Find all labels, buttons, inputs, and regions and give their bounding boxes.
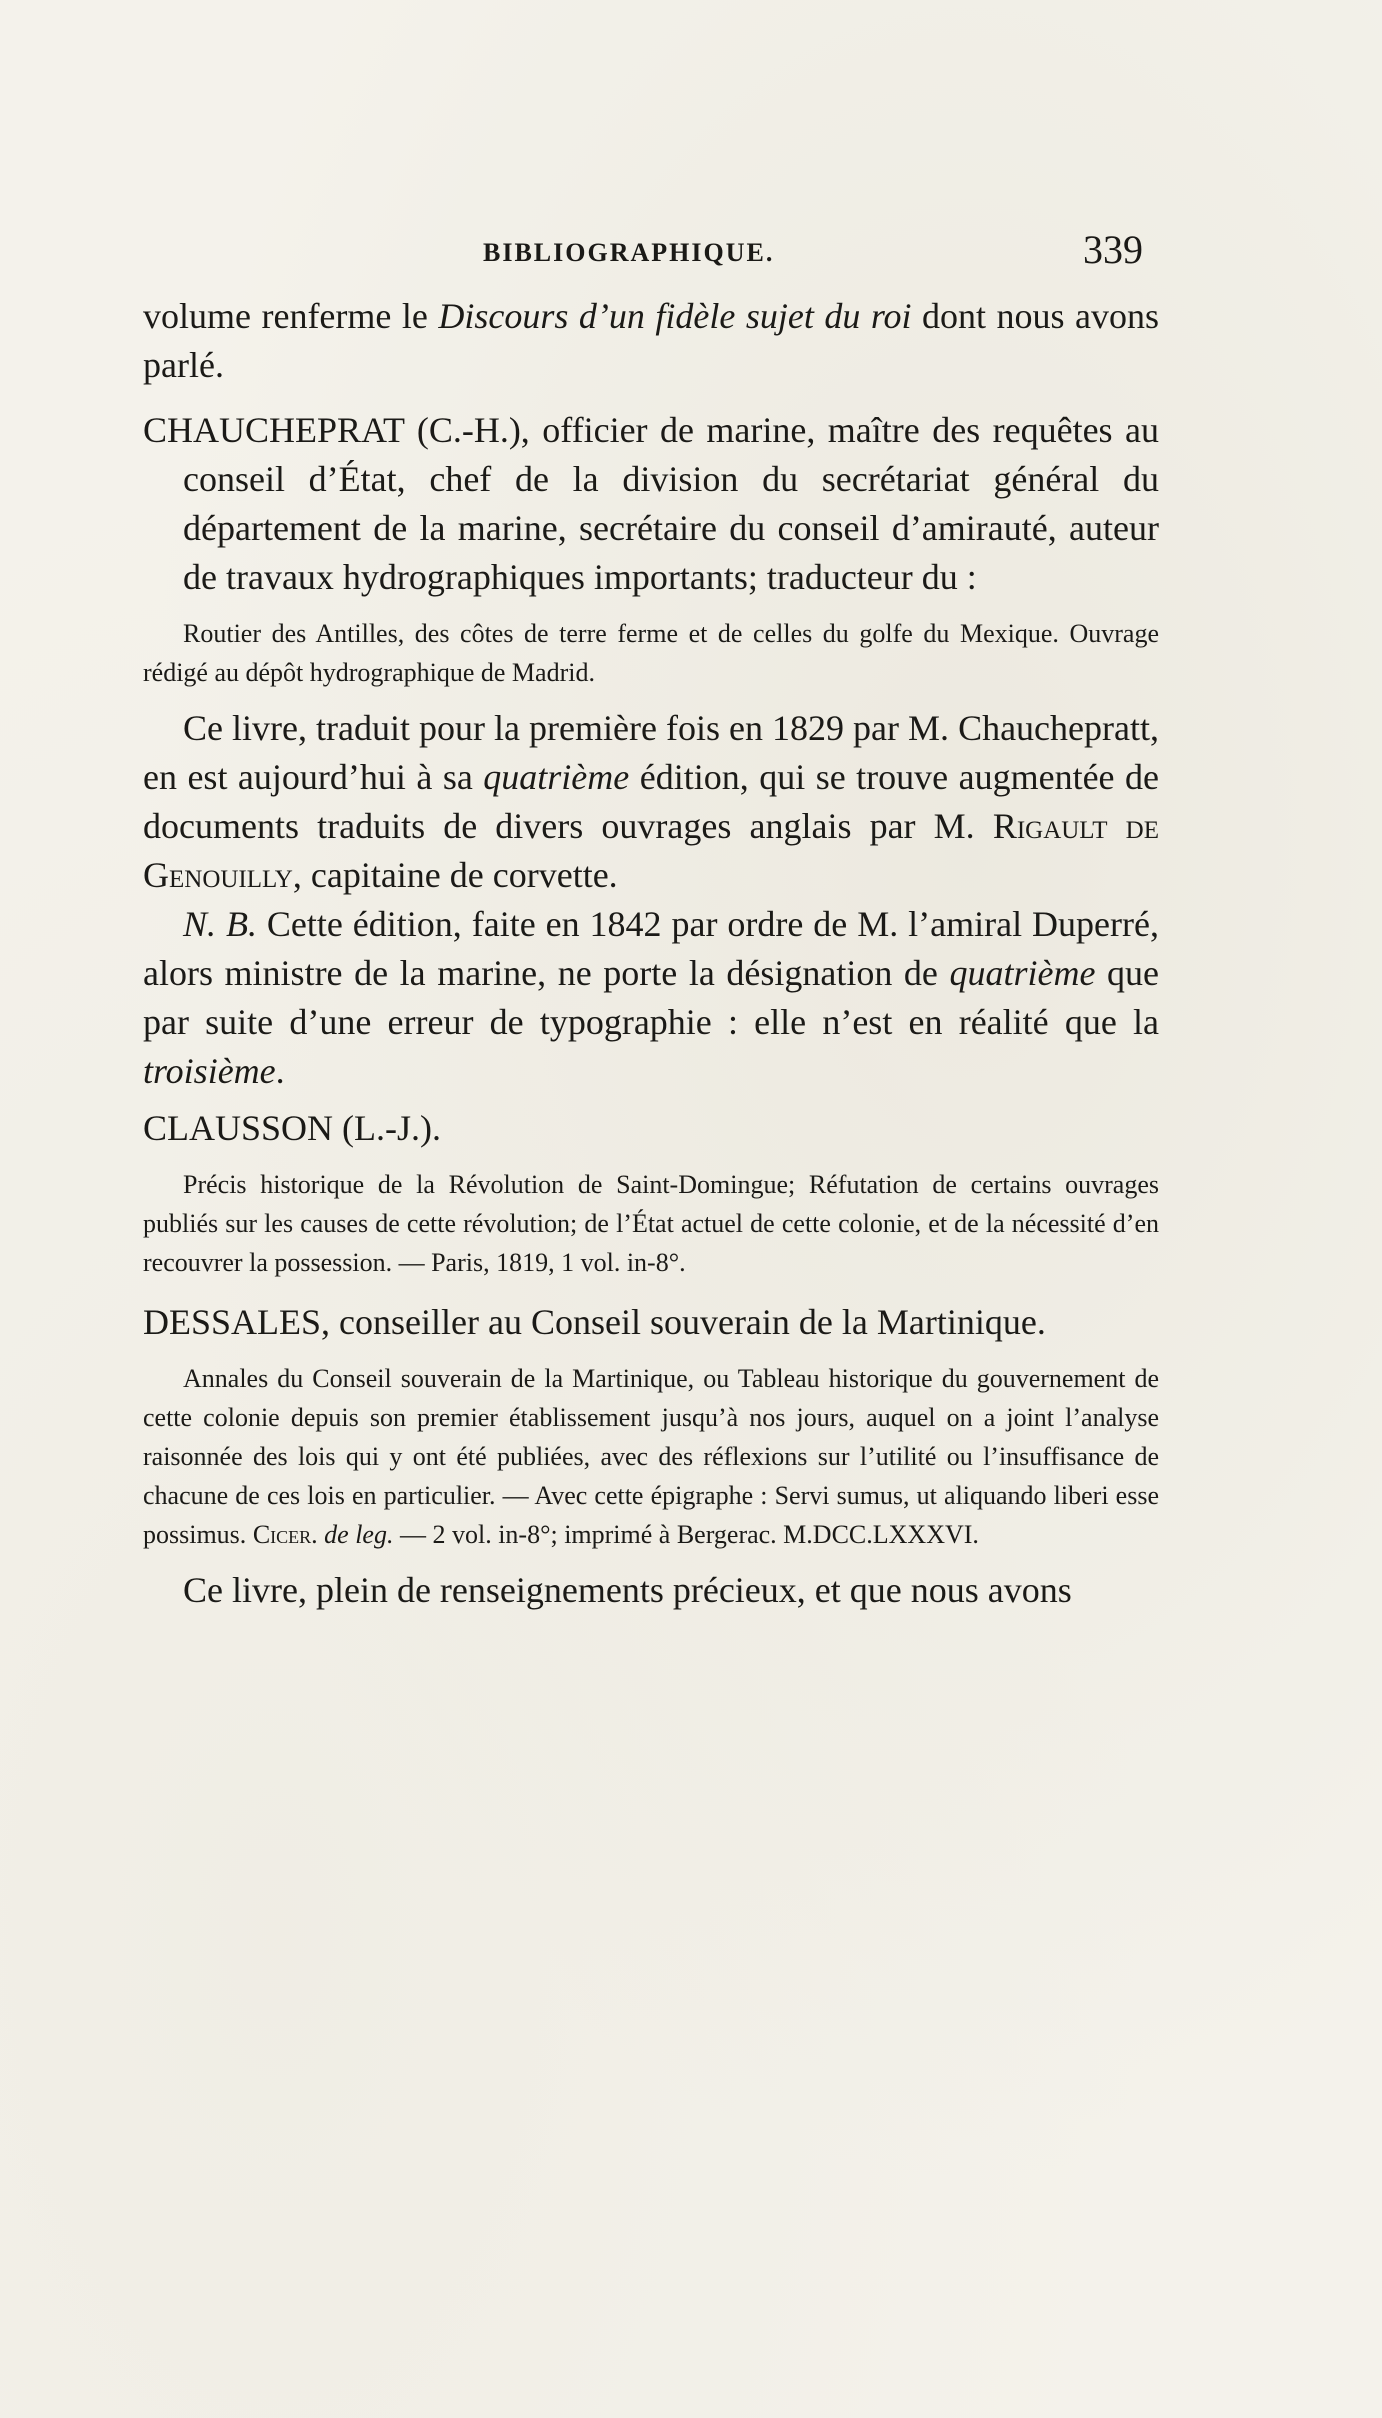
text-run: volume renferme le	[143, 296, 439, 336]
bibliographic-reference: Routier des Antilles, des côtes de terre ferme et de celles du golfe du Mexique. Ouvrage rédigé au dépôt hydrographique de Madrid.	[143, 619, 1159, 687]
entry-clausson: CLAUSSON (L.-J.).	[143, 1108, 442, 1148]
author-name: DESSALES,	[143, 1302, 331, 1342]
bibliographic-reference: Précis historique de la Révolution de Saint-Domingue; Réfutation de certains ouvrages publiés sur les causes de cette révolution; de l’État actuel de cette colonie, et de la nécessité d’en recouvrer la possession. — Paris, 1819, 1 vol. in-8°.	[143, 1170, 1159, 1277]
text-run: Annales du Conseil souverain de la Martinique, ou Tableau historique du gouvernement de cette colonie depuis son premier établissement jusqu’à nos jours, auquel on a joint l’analyse raisonnée des lois qui y ont été publiées, avec des réflexions sur l’utilité ou l’insuffisance de chacune de ces lois en particulier. — Avec cette épigraphe : Servi sumus, ut aliquando liberi esse possimus.	[143, 1364, 1159, 1549]
italic-word: quatrième	[483, 757, 630, 797]
italic-title: Discours d’un fidèle sujet du roi	[438, 296, 912, 336]
paragraph-continuation	[143, 292, 1159, 390]
italic-word: de leg.	[324, 1520, 394, 1549]
text-run: , capitaine de corvette.	[292, 855, 618, 895]
small-caps-name: Rigault de Genouilly	[143, 806, 1160, 895]
body-text	[143, 292, 1159, 1615]
author-description: officier de marine, maître des requêtes au conseil d’État, chef de la division du secrétariat général du département de la marine, secrétaire du conseil d’amirauté, auteur de travaux hydrographiques importants; traducteur du :	[183, 410, 1159, 597]
paragraph-commentary	[143, 704, 1159, 900]
text-run: Ce livre, traduit pour la première fois en 1829 par M. Chauchepratt, en est aujourd’hui à sa	[143, 708, 1159, 797]
text-run: dont nous avons parlé.	[143, 296, 1159, 385]
text-run: — 2 vol. in-8°; imprimé à Bergerac. M.DCC.LXXXVI.	[393, 1520, 979, 1549]
text-run: Cette édition, faite en 1842 par ordre de M. l’amiral Duperré, alors ministre de la marine, ne porte la désignation de	[143, 904, 1159, 993]
paragraph-continuation-end: Ce livre, plein de renseignements précieux, et que nous avons	[183, 1570, 1072, 1610]
entry-dessales	[143, 1298, 1159, 1347]
author-description: conseiller au Conseil souverain de la Martinique.	[330, 1302, 1046, 1342]
running-head: BIBLIOGRAPHIQUE.	[483, 238, 775, 267]
italic-word: troisième	[143, 1051, 276, 1091]
page-number: 339	[1083, 227, 1143, 272]
bibliographic-reference	[143, 1359, 1159, 1554]
italic-word: quatrième	[949, 953, 1096, 993]
text-run: que par suite d’une erreur de typographie : elle n’est en réalité que la	[143, 953, 1160, 1042]
paragraph-note	[143, 900, 1159, 1096]
small-caps-author: Cicer.	[252, 1520, 318, 1549]
text-run: .	[275, 1051, 285, 1091]
author-name: CHAUCHEPRAT (C.-H.),	[143, 410, 530, 450]
text-run: édition, qui se trouve augmentée de documents traduits de divers ouvrages anglais par M.	[143, 757, 1159, 846]
page-header	[143, 228, 1143, 278]
italic-nb: N. B.	[183, 904, 257, 944]
entry-chaucheprat	[143, 406, 1159, 602]
